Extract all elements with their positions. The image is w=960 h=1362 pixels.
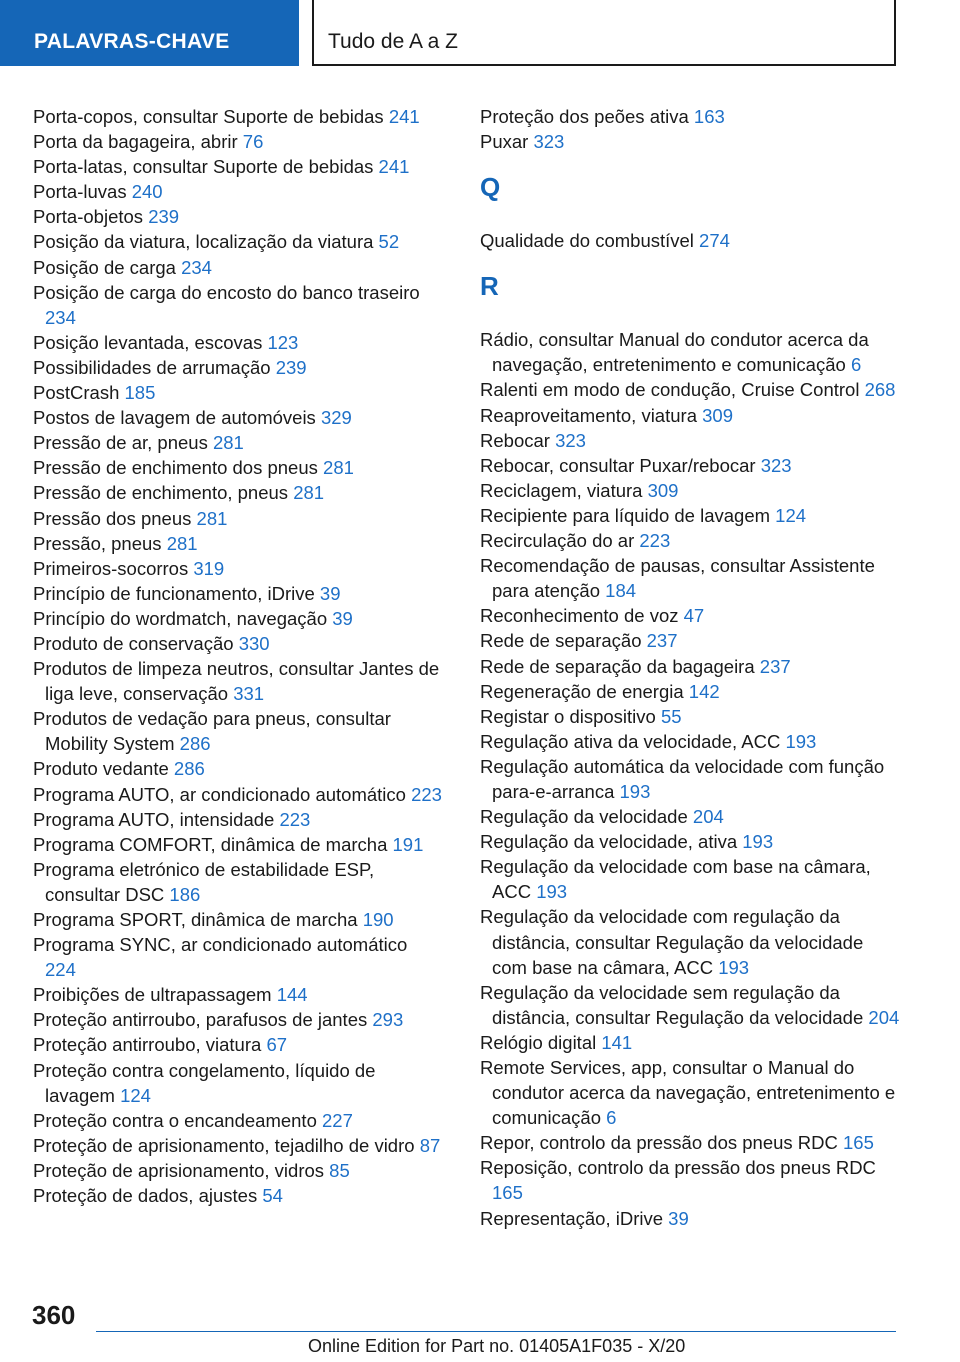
index-entry-text: Regulação automática da velocidade com função para-e-arranca: [480, 755, 885, 802]
index-entry: [33, 330, 443, 355]
page-reference-link[interactable]: 184: [605, 580, 637, 602]
index-entry-text: Possibilidades de arrumação: [33, 356, 271, 378]
index-entry-text: Representação, iDrive: [480, 1207, 664, 1229]
index-entry: [480, 704, 900, 729]
index-entry-text: Porta-luvas: [33, 181, 127, 203]
page-reference-link[interactable]: 227: [322, 1109, 353, 1131]
page-reference-link[interactable]: 240: [131, 181, 163, 203]
page-reference-link[interactable]: 234: [181, 256, 212, 278]
index-entry-text: Posição da viatura, localização da viatura: [33, 231, 374, 253]
index-entry-text: Porta-objetos: [33, 206, 144, 228]
page-reference-link[interactable]: 6: [606, 1107, 617, 1129]
index-entry-text: Remote Services, app, consultar o Manual do condutor acerca da navegação, entretenimento e comunicação: [480, 1057, 896, 1129]
page-reference-link[interactable]: 223: [411, 783, 442, 805]
page-reference-link[interactable]: 309: [647, 479, 679, 501]
index-entry: [33, 782, 443, 807]
index-entry-text: Programa SPORT, dinâmica de marcha: [33, 909, 358, 930]
index-entry: [33, 606, 443, 631]
index-entry-text: Proteção contra congelamento, líquido de lavagem: [33, 1059, 376, 1106]
index-entry-text: Recipiente para líquido de lavagem: [480, 504, 771, 526]
index-entry-text: Regulação da velocidade com base na câmara, ACC: [480, 856, 871, 903]
page-reference-link[interactable]: 224: [45, 959, 76, 981]
index-entry: [33, 104, 443, 129]
page-reference-link[interactable]: 329: [320, 407, 352, 429]
index-entry-text: Proteção de aprisionamento, vidros: [33, 1159, 325, 1181]
index-entry-text: Porta-latas, consultar Suporte de bebidas: [33, 156, 374, 178]
index-entry: [480, 104, 900, 129]
page-reference-link[interactable]: 163: [693, 106, 725, 127]
page-reference-link[interactable]: 281: [166, 532, 198, 554]
page-reference-link[interactable]: 193: [619, 780, 651, 802]
index-entry-text: Proteção de aprisionamento, tejadilho de vidro: [33, 1134, 415, 1156]
index-column-left: [33, 104, 443, 1208]
index-entry-text: Reposição, controlo da pressão dos pneus RDC: [480, 1157, 876, 1179]
footer-edition: Online Edition for Part no. 01405A1F035 - X/20: [308, 1336, 686, 1356]
index-entry: [33, 1032, 443, 1057]
index-entry-text: Relógio digital: [480, 1031, 597, 1053]
index-entry-text: Pressão de enchimento, pneus: [33, 482, 289, 504]
index-entry: [33, 455, 443, 480]
index-entry-text: Posição de carga do encosto do banco traseiro: [33, 281, 420, 303]
page-reference-link[interactable]: 323: [555, 429, 586, 451]
index-entry: [480, 679, 900, 704]
index-entry: [33, 380, 443, 405]
index-entry: [33, 154, 443, 179]
index-entry-text: Repor, controlo da pressão dos pneus RDC: [480, 1132, 838, 1154]
index-entry-text: Qualidade do combustível: [480, 230, 694, 252]
page-reference-link[interactable]: 193: [785, 730, 817, 752]
index-entry-text: Recirculação do ar: [480, 530, 635, 552]
page-reference-link[interactable]: 268: [864, 379, 896, 401]
index-entry-text: Rebocar, consultar Puxar/rebocar: [480, 454, 756, 476]
index-group-r: [480, 327, 900, 1230]
index-entry-text: Reconhecimento de voz: [480, 605, 679, 627]
index-entry-text: Postos de lavagem de automóveis: [33, 407, 316, 429]
page-reference-link[interactable]: 67: [266, 1034, 288, 1056]
index-entry: [33, 229, 443, 254]
index-entry: [33, 706, 443, 756]
page-reference-link[interactable]: 274: [699, 230, 730, 252]
index-entry-text: Rebocar: [480, 429, 550, 451]
letter-heading-r: R: [480, 271, 499, 302]
index-entry: [33, 1183, 443, 1208]
index-entry: [33, 932, 443, 982]
index-entry: [480, 904, 900, 979]
index-entry: [480, 654, 900, 679]
page-reference-link[interactable]: 239: [148, 206, 180, 228]
page-reference-link[interactable]: 286: [173, 758, 205, 780]
index-entry: [480, 628, 900, 653]
index-entry-text: Programa SYNC, ar condicionado automático: [33, 934, 408, 956]
page-reference-link[interactable]: 323: [760, 454, 792, 476]
page-reference-link[interactable]: 47: [683, 605, 705, 627]
page-reference-link[interactable]: 223: [639, 530, 671, 552]
page-reference-link[interactable]: 193: [742, 831, 774, 853]
index-entry: [33, 581, 443, 606]
index-entry-text: Reciclagem, viatura: [480, 479, 643, 501]
index-entry-text: Regulação da velocidade, ativa: [480, 831, 738, 853]
page-reference-link[interactable]: 309: [702, 404, 733, 426]
index-entry: [480, 1155, 900, 1205]
page-reference-link[interactable]: 286: [179, 733, 211, 755]
page-reference-link[interactable]: 241: [378, 156, 410, 178]
page-reference-link[interactable]: 144: [276, 984, 308, 1006]
index-entry: [480, 1206, 900, 1231]
page-reference-link[interactable]: 237: [759, 655, 791, 677]
index-entry: [33, 907, 443, 932]
index-entry-text: Recomendação de pausas, consultar Assistente para atenção: [480, 555, 875, 602]
page-reference-link[interactable]: 237: [646, 630, 678, 652]
index-entry: [33, 756, 443, 781]
page-reference-link[interactable]: 204: [692, 806, 724, 828]
page-reference-link[interactable]: 331: [233, 683, 265, 705]
index-entry: [33, 129, 443, 154]
index-entry-text: Regulação da velocidade sem regulação da distância, consultar Regulação da velocidade: [480, 981, 864, 1028]
index-entry: [480, 980, 900, 1030]
page-reference-link[interactable]: 323: [533, 131, 565, 153]
page-reference-link[interactable]: 141: [601, 1031, 633, 1053]
page-reference-link[interactable]: 39: [668, 1207, 689, 1229]
index-entry: [480, 829, 900, 854]
index-entry: [33, 982, 443, 1007]
index-entry: [480, 553, 900, 603]
index-entry: [33, 355, 443, 380]
page-reference-link[interactable]: 185: [124, 382, 156, 404]
index-entry-text: Proteção de dados, ajustes: [33, 1185, 258, 1207]
index-entry-text: Ralenti em modo de condução, Cruise Control: [480, 379, 860, 401]
page-reference-link[interactable]: 193: [718, 956, 750, 978]
page-header: [0, 0, 960, 66]
index-entry: [480, 729, 900, 754]
index-entry-text: Produtos de limpeza neutros, consultar Jantes de liga leve, conservação: [33, 658, 440, 705]
page-reference-link[interactable]: 193: [536, 881, 568, 903]
index-entry-text: Pressão de enchimento dos pneus: [33, 457, 318, 479]
index-entry-text: Proteção antirroubo, viatura: [33, 1034, 262, 1056]
index-entry-text: Primeiros-socorros: [33, 557, 189, 579]
index-entry-text: Programa COMFORT, dinâmica de marcha: [33, 833, 388, 855]
index-entry: [480, 1030, 900, 1055]
index-entry-text: Porta da bagageira, abrir: [33, 131, 238, 153]
index-entry-text: Rede de separação: [480, 630, 642, 652]
index-entry: [480, 327, 900, 377]
page-reference-link[interactable]: 293: [372, 1009, 404, 1031]
index-entry-text: Porta-copos, consultar Suporte de bebidas: [33, 106, 384, 127]
index-entry: [33, 1133, 443, 1158]
index-entry: [480, 129, 900, 154]
page-reference-link[interactable]: 190: [362, 909, 394, 930]
section-tab-palavras-chave[interactable]: PALAVRAS-CHAVE: [0, 0, 299, 66]
page-reference-link[interactable]: 52: [378, 231, 400, 253]
page-reference-link[interactable]: 241: [388, 106, 420, 127]
index-entry-text: Produto de conservação: [33, 632, 234, 654]
page-reference-link[interactable]: 281: [212, 432, 244, 454]
index-group-q: [480, 228, 900, 253]
page-reference-link[interactable]: 39: [319, 582, 341, 604]
page-reference-link[interactable]: 76: [242, 131, 264, 153]
index-entry: [480, 754, 900, 804]
index-entry: [33, 506, 443, 531]
index-entry: [480, 377, 900, 402]
index-entry-text: Princípio do wordmatch, navegação: [33, 607, 328, 629]
index-entry-text: Rádio, consultar Manual do condutor acerca da navegação, entretenimento e comunicação: [480, 329, 869, 376]
page-reference-link[interactable]: 124: [120, 1084, 151, 1106]
index-entry-text: Registar o dispositivo: [480, 705, 656, 727]
index-entry-text: Programa eletrónico de estabilidade ESP, consultar DSC: [33, 858, 375, 905]
page-reference-link[interactable]: 191: [392, 833, 424, 855]
index-entry-text: Regulação da velocidade com regulação da distância, consultar Regulação da velocidade com base na câmara, ACC: [480, 906, 864, 978]
index-entry-text: Pressão de ar, pneus: [33, 432, 208, 454]
index-entry-text: Proibições de ultrapassagem: [33, 984, 272, 1006]
index-entry-text: Produtos de vedação para pneus, consultar Mobility System: [33, 708, 391, 755]
page-number: 360: [32, 1300, 76, 1330]
page-reference-link[interactable]: 124: [775, 504, 807, 526]
index-entry: [480, 428, 900, 453]
page-reference-link[interactable]: 87: [419, 1134, 441, 1156]
index-entry: [33, 1058, 443, 1108]
index-entry-text: Princípio de funcionamento, iDrive: [33, 582, 315, 604]
index-entry: [33, 832, 443, 857]
index-entry-text: Puxar: [480, 131, 529, 153]
index-entry-text: Regulação da velocidade: [480, 806, 688, 828]
index-entry: [33, 255, 443, 280]
index-entry: [33, 857, 443, 907]
index-entry: [33, 1108, 443, 1133]
index-entry-text: Proteção dos peões ativa: [480, 106, 689, 127]
page-reference-link[interactable]: 204: [868, 1006, 900, 1028]
page-reference-link[interactable]: 54: [262, 1185, 283, 1207]
index-entry: [480, 603, 900, 628]
index-entry: [480, 854, 900, 904]
index-entry-text: Pressão, pneus: [33, 532, 162, 554]
index-entry: [33, 480, 443, 505]
index-entry-text: Posição levantada, escovas: [33, 331, 263, 353]
page-reference-link[interactable]: 186: [169, 883, 201, 905]
page-reference-link[interactable]: 319: [193, 557, 225, 579]
index-entry-text: PostCrash: [33, 382, 120, 404]
page-reference-link[interactable]: 281: [293, 482, 325, 504]
index-entry-text: Regeneração de energia: [480, 680, 684, 702]
index-entry: [33, 556, 443, 581]
page-reference-link[interactable]: 330: [238, 632, 270, 654]
page-reference-link[interactable]: 85: [329, 1159, 350, 1181]
page-reference-link[interactable]: 6: [850, 354, 862, 376]
page-reference-link[interactable]: 142: [688, 680, 720, 702]
page-reference-link[interactable]: 55: [660, 705, 682, 727]
index-entry: [33, 405, 443, 430]
page-title: Tudo de A a Z: [312, 0, 896, 66]
index-group-p-continued: [480, 104, 900, 154]
index-entry: [33, 204, 443, 229]
index-entry: [480, 804, 900, 829]
letter-heading-q: Q: [480, 172, 501, 203]
page-reference-link[interactable]: 281: [323, 457, 354, 479]
index-entry: [33, 1158, 443, 1183]
page-reference-link[interactable]: 234: [45, 306, 76, 328]
index-entry-text: Regulação ativa da velocidade, ACC: [480, 730, 781, 752]
index-entry: [480, 1130, 900, 1155]
index-entry: [33, 531, 443, 556]
index-entry: [33, 631, 443, 656]
index-entry: [480, 453, 900, 478]
index-entry-text: Programa AUTO, intensidade: [33, 808, 275, 830]
index-entry-text: Rede de separação da bagageira: [480, 655, 755, 677]
index-entry: [33, 656, 443, 706]
index-entry-text: Reaproveitamento, viatura: [480, 404, 697, 426]
index-entry: [33, 807, 443, 832]
page-reference-link[interactable]: 165: [492, 1182, 523, 1204]
page-reference-link[interactable]: 39: [332, 607, 353, 629]
page-reference-link[interactable]: 239: [275, 356, 307, 378]
page-reference-link[interactable]: 123: [267, 331, 299, 353]
index-entry-text: Programa AUTO, ar condicionado automático: [33, 783, 406, 805]
index-entry: [33, 430, 443, 455]
index-entry: [480, 403, 900, 428]
page-reference-link[interactable]: 223: [279, 808, 311, 830]
index-entry: [33, 179, 443, 204]
index-entry: [480, 528, 900, 553]
index-entry: [480, 228, 900, 253]
index-entry-text: Proteção antirroubo, parafusos de jantes: [33, 1009, 368, 1031]
index-entry: [480, 503, 900, 528]
page-reference-link[interactable]: 165: [843, 1132, 874, 1154]
index-entry: [33, 280, 443, 330]
index-entry-text: Posição de carga: [33, 256, 176, 278]
index-entry-text: Pressão dos pneus: [33, 507, 192, 529]
index-entry: [480, 1055, 900, 1130]
footer-divider: [96, 1331, 896, 1332]
index-column-right: [480, 104, 900, 1231]
index-entry: [33, 1007, 443, 1032]
index-entry: [480, 478, 900, 503]
page-reference-link[interactable]: 281: [196, 507, 228, 529]
index-entry-text: Produto vedante: [33, 758, 169, 780]
index-entry-text: Proteção contra o encandeamento: [33, 1109, 317, 1131]
